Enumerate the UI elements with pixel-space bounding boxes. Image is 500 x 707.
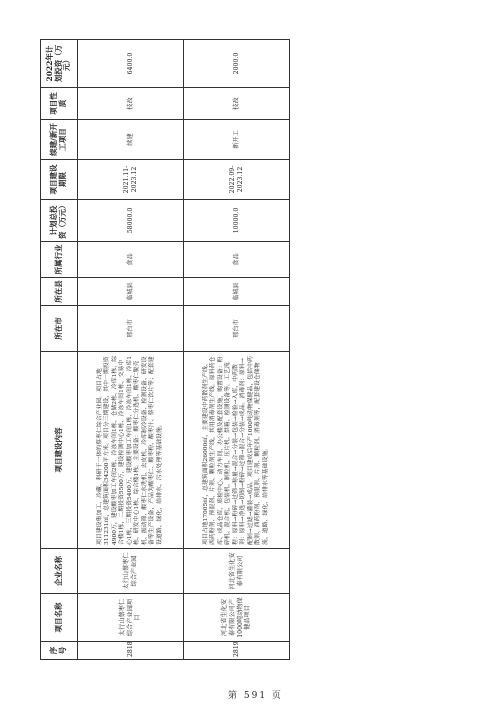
table-row [78,40,184,660]
header-total-investment: 计划总投资（万元） [41,200,78,242]
cell-project-name: 太行山蔡枣仁综合产业园项目 [78,594,184,642]
cell-status: 新开工 [184,120,290,160]
cell-total-investment: 58000.0 [78,200,184,242]
header-row [41,40,78,660]
header-industry: 所属行业 [41,242,78,278]
cell-content: 项目建设集加工、冷藏、科研于一体的蔡枣仁综合产业园。项目占地311231㎡，总建筑面积34200平方米。项目分三期建设，其中一期投资4900万，建设酸枣加工车间2栋、冷冻车间1栋、仓储2栋、冷库1栋、综合楼1栋，二期投资5500万，建设检测中心1栋、冷冻车间1栋、交易中心1栋，三期投资5400万，建设酸枣加工车间1栋、冷冻车间1栋、冷库1栋、研发中心1栋、综合楼1栋。主要设备：酸枣仁分选机、酸枣仁脱壳机、振动筛、酸枣仁水洗机、去皮机、冷库制冷设备、检测设备、研发设备等生产设备，产品为酸枣仁、酸枣粉、酸枣汁、蔡枣仁饮片等；配套建设道路、绿化、给排水、污水处理等基础设施。 [78,352,184,549]
cell-nature: 技改 [184,88,290,120]
cell-seq: 2819 [184,642,290,660]
rotated-page [40,40,290,660]
header-project-name: 项目名称 [41,594,78,642]
header-county: 所在县 [41,278,78,306]
cell-company: 太行山蔡枣仁综合产业园 [78,549,184,594]
table-row [184,40,290,660]
cell-invest-2022: 6400.0 [78,40,184,88]
cell-county: 临城县 [184,278,290,306]
cell-city: 邢台市 [78,306,184,352]
header-company: 企业名称 [41,549,78,594]
project-table [40,39,290,660]
cell-company: 河北省生化安泰有限公司 [184,549,290,594]
header-seq: 序号 [41,642,78,660]
cell-period: 2022.09-2023.12 [184,160,290,200]
cell-content: 项目占地17005㎡，总建筑面积26000㎡，主要建设中药散剂生产线、西药粉剂、预混剂、片剂、颗粒剂生产线，其用消毒剂生产线。原料药仓库、成品仓库、质检中心、动力车间、办公楼及配套设施，购置设备：粉碎机、混合机、包装机、制粒机、压片机、烘箱、检测设备等。工艺流程：原料→粉碎→过筛→称量→混合→分装→包装→检验→入库，中药散剂：原料→净选→切制→粉碎→过筛→混合→分装→成品。消毒剂：原料→配制→过滤→灌装→成品。项目建成后年产1000吨动物保健品，包括中药散剂、西药粉剂、预混剂、片剂、颗粒剂、消毒剂等，配套建设仓储物流、道路、绿化、给排水等基础设施。 [184,352,290,549]
cell-seq: 2818 [78,642,184,660]
cell-total-investment: 10000.0 [184,200,290,242]
cell-period: 2021.11-2023.12 [78,160,184,200]
header-content: 项目建设内容 [41,352,78,549]
cell-invest-2022: 2000.0 [184,40,290,88]
header-status: 续建/新开工项目 [41,120,78,160]
cell-county: 临城县 [78,278,184,306]
page-number: 第 591 页 [228,691,283,701]
cell-project-name: 河北省生化安泰有限公司产1000吨动物保健品项目 [184,594,290,642]
cell-city: 邢台市 [184,306,290,352]
cell-industry: 食品 [184,242,290,278]
header-period: 项目建设期限 [41,160,78,200]
header-city: 所在市 [41,306,78,352]
cell-industry: 食品 [78,242,184,278]
cell-nature: 技改 [78,88,184,120]
header-nature: 项目性质 [41,88,78,120]
cell-status: 续建 [78,120,184,160]
header-invest-2022: 2022年计划投资（万元） [41,40,78,88]
